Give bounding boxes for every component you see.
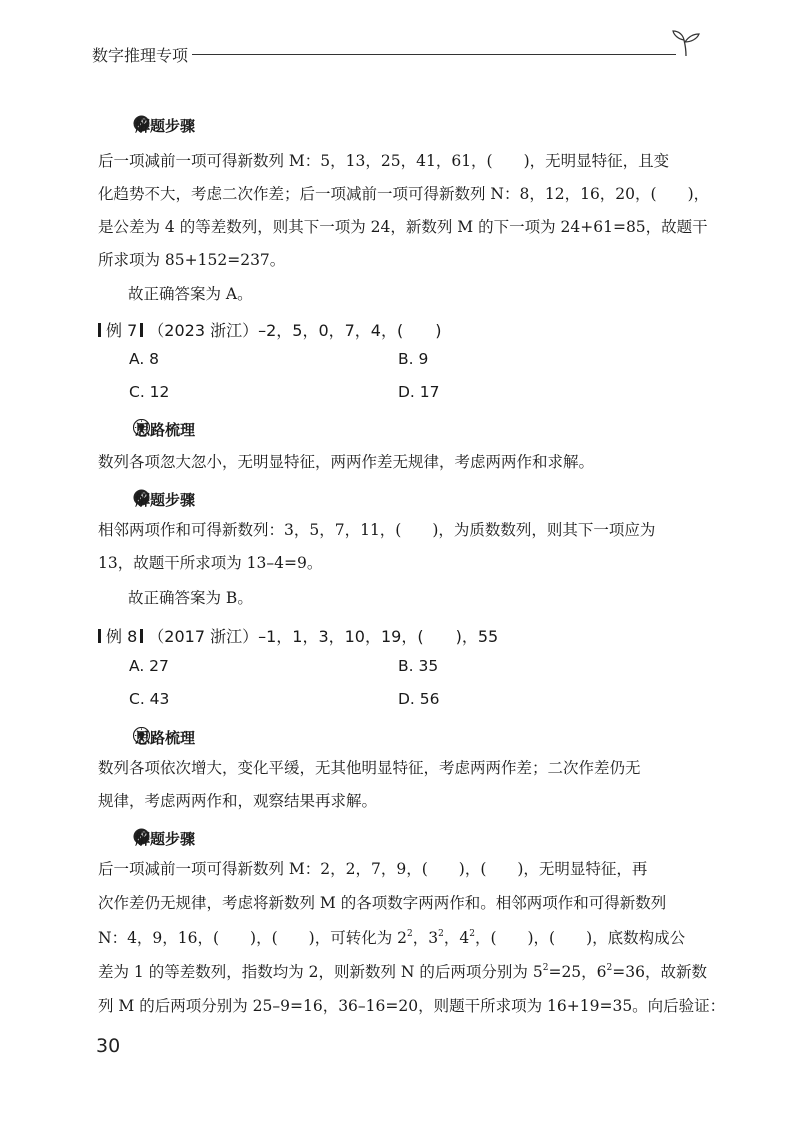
- text-segment: =36，故新数: [612, 963, 707, 981]
- option-a: A. 8: [129, 350, 160, 368]
- exponent: 2: [542, 963, 549, 973]
- page-number: 30: [96, 1035, 121, 1057]
- option-a: A. 27: [129, 657, 169, 675]
- example-label: 例 8: [106, 627, 138, 646]
- thinking-heading: 思路梳理: [135, 421, 196, 439]
- text-segment: ，3: [412, 929, 439, 947]
- text-line: 是公差为 4 的等差数列，则其下一项为 24，新数列 M 的下一项为 24+61=85，故题干: [98, 218, 708, 236]
- example-8-heading: [98, 624, 498, 647]
- header-title: 数字推理专项: [92, 46, 189, 65]
- text-segment: ，( )，( )，底数构成公: [474, 929, 686, 947]
- option-c: C. 12: [129, 383, 170, 401]
- option-b: B. 35: [398, 657, 439, 675]
- exponent: 2: [407, 929, 413, 939]
- exponent: 2: [438, 929, 444, 939]
- option-d: D. 17: [398, 383, 440, 401]
- example-marker: [98, 323, 101, 337]
- example-marker: [140, 323, 143, 337]
- answer-line: 故正确答案为 A。: [128, 285, 253, 303]
- text-segment: =25，6: [548, 963, 607, 981]
- text-line: 数列各项依次增大，变化平缓，无其他明显特征，考虑两两作差；二次作差仍无: [98, 759, 641, 777]
- example-marker: [98, 629, 101, 643]
- example-label: 例 7: [106, 321, 138, 340]
- text-line: 后一项减前一项可得新数列 M：5，13，25，41，61，( )，无明显特征，且变: [98, 152, 670, 170]
- running-header: [92, 38, 702, 78]
- example-question: （2023 浙江）–2，5，0，7，4，( ): [148, 321, 442, 340]
- header-rule: [192, 54, 676, 55]
- text-line: 后一项减前一项可得新数列 M：2，2，7，9，( )，( )，无明显特征，再: [98, 860, 648, 878]
- steps-heading: 解题步骤: [135, 830, 196, 848]
- text-line: 次作差仍无规律，考虑将新数列 M 的各项数字两两作和。相邻两项作和可得新数列: [98, 894, 667, 912]
- exponent: 2: [606, 963, 613, 973]
- text-line: [98, 931, 685, 947]
- example-7-heading: [98, 318, 441, 341]
- text-segment: ，4: [443, 929, 470, 947]
- steps-heading: 解题步骤: [135, 491, 196, 509]
- text-line: 规律，考虑两两作和，观察结果再求解。: [98, 792, 378, 810]
- thinking-heading: 思路梳理: [135, 729, 196, 747]
- example-marker: [140, 629, 143, 643]
- text-line: [98, 965, 707, 981]
- option-d: D. 56: [398, 690, 440, 708]
- sprout-icon: [670, 26, 702, 58]
- steps-heading: 解题步骤: [135, 117, 196, 135]
- text-line: 相邻两项作和可得新数列：3，5，7，11，( )，为质数数列，则其下一项应为: [98, 521, 656, 539]
- text-line: 所求项为 85+152=237。: [98, 251, 286, 269]
- text-segment: N：4，9，16，( )，( )，可转化为 2: [98, 929, 407, 947]
- answer-line: 故正确答案为 B。: [128, 589, 253, 607]
- text-line: 数列各项忽大忽小，无明显特征，两两作差无规律，考虑两两作和求解。: [98, 453, 595, 471]
- text-line: 列 M 的后两项分别为 25–9=16，36–16=20，则题干所求项为 16+19=35。向后验证：: [98, 997, 726, 1015]
- example-question: （2017 浙江）–1，1，3，10，19，( )，55: [148, 627, 499, 646]
- text-line: 化趋势不大，考虑二次作差；后一项减前一项可得新数列 N：8，12，16，20，( )，: [98, 185, 710, 203]
- option-c: C. 43: [129, 690, 170, 708]
- exponent: 2: [469, 929, 475, 939]
- option-b: B. 9: [398, 350, 429, 368]
- text-line: 13，故题干所求项为 13–4=9。: [98, 554, 323, 572]
- text-segment: 差为 1 的等差数列，指数均为 2，则新数列 N 的后两项分别为 5: [98, 963, 543, 981]
